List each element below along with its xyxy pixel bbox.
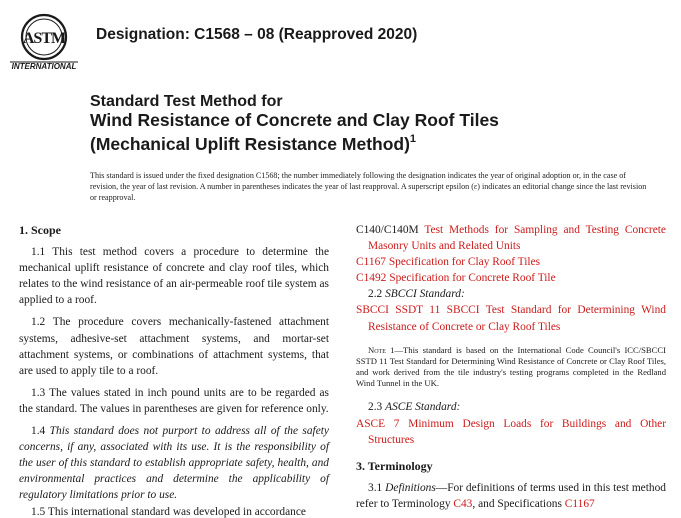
reference-code-link[interactable]: SBCCI SSDT 11 [356, 304, 441, 317]
paragraph-1-4-text: This standard does not purport to address all of the safety concerns, if any, associated with its use. It is the responsibility of the user of this standard to establish appropriate safety, health, and environmental practices and determine the applicability of regulatory limitations prior to use. [19, 425, 329, 502]
issue-statement: This standard is issued under the fixed designation C1568; the number immediately following the designation indicates the year of original adoption or, in the case of revision, the year of last revision. A number in parentheses indicates the year of last reapproval. A superscript epsilon (ε) indicates an editorial change since the last revision or reapproval. [90, 171, 647, 202]
sbcci-heading-text: SBCCI Standard: [385, 288, 465, 301]
sbcci-heading [356, 286, 666, 302]
title-line-3-text: (Mechanical Uplift Resistance Method) [90, 134, 410, 154]
paragraph-1-3: 1.3 The values stated in inch pound units are to be regarded as the standard. The values in parentheses are given for reference only. [19, 386, 329, 415]
title-line-2: Wind Resistance of Concrete and Clay Roof Tiles [90, 110, 499, 130]
reference-link[interactable]: Specification for Concrete Roof Tile [389, 272, 556, 285]
reference-sbcci [356, 302, 666, 334]
paragraph-3-1-mid: , and Specifications [472, 497, 562, 510]
note-text: —This standard is based on the International Code Council's ICC/SBCCI SSTD 11 Test Standard for Determining Wind Resistance of Concrete or Clay Roof Tiles, and work derived from the tile industry's testing programs completed in the Redland Wind Tunnel in the UK. [356, 344, 666, 389]
reference-link[interactable]: Test Standard for Determining Wind Resistance of Concrete or Clay Roof Tiles [368, 304, 666, 333]
paragraph-3-1-number: 3.1 [368, 481, 383, 494]
paragraph-3-1 [356, 480, 666, 512]
reference-code-link[interactable]: C1492 [356, 272, 387, 285]
scope-heading: 1. Scope [19, 223, 61, 237]
document-title [90, 92, 650, 154]
svg-text:ASTM: ASTM [22, 30, 66, 47]
reference-asce7 [356, 416, 666, 448]
reference-link[interactable]: Specification for Clay Roof Tiles [388, 256, 541, 269]
title-line-3 [90, 130, 650, 154]
paragraph-1-2: 1.2 The procedure covers mechanically-fastened attachment systems, adhesive-set attachment systems, and mortar-set attachment systems, or combinations of attachment systems, that are used to apply tile to a roof. [19, 316, 329, 377]
reference-link-c43[interactable]: C43 [453, 497, 473, 510]
paragraph-3-1-label: Definitions [385, 481, 436, 494]
terminology-heading: 3. Terminology [356, 458, 433, 473]
paragraph-1-4 [19, 423, 329, 503]
reference-code-link[interactable]: C1167 [356, 256, 386, 269]
paragraph-1-4-number: 1.4 [31, 425, 46, 438]
paragraph-1-1: 1.1 This test method covers a procedure to determine the mechanical uplift resistance of concrete and clay roof tiles, which relates to the wind resistance of an air-permeable roof tile system as applied to a roof. [19, 246, 329, 307]
asce-heading-text: ASCE Standard: [385, 401, 461, 414]
astm-logo-icon [6, 12, 82, 74]
left-column [19, 222, 329, 518]
title-footnote-mark: 1 [409, 133, 417, 145]
asce-heading [356, 399, 666, 415]
reference-c140 [356, 222, 666, 254]
paragraph-3-1-text: —For definitions of terms used in this test method refer to Terminology [356, 481, 666, 510]
reference-c1167 [356, 254, 666, 270]
designation: Designation: C1568 – 08 (Reapproved 2020) [96, 26, 418, 43]
title-line-1: Standard Test Method for [90, 93, 283, 110]
sbcci-heading-number: 2.2 [368, 288, 383, 301]
reference-code-link[interactable]: ASCE 7 [356, 417, 400, 430]
note-label: Note 1 [368, 344, 395, 355]
paragraph-1-5-partial: 1.5 This international standard was developed in accordance [31, 505, 306, 518]
note-1 [356, 345, 666, 390]
asce-heading-number: 2.3 [368, 401, 383, 414]
reference-code: C140/C140M [356, 224, 419, 236]
paragraph-1-5-clip [19, 504, 329, 518]
reference-link[interactable]: Test Methods for Sampling and Testing Concrete Masonry Units and Related Units [368, 224, 666, 253]
astm-logo [6, 12, 82, 74]
reference-org-link[interactable]: SBCCI [446, 304, 480, 317]
right-column [356, 222, 666, 512]
reference-link-c1167[interactable]: C1167 [564, 497, 595, 510]
svg-text:INTERNATIONAL: INTERNATIONAL [11, 62, 77, 71]
reference-c1492 [356, 270, 666, 286]
reference-link[interactable]: Minimum Design Loads for Buildings and Other Structures [368, 417, 666, 446]
